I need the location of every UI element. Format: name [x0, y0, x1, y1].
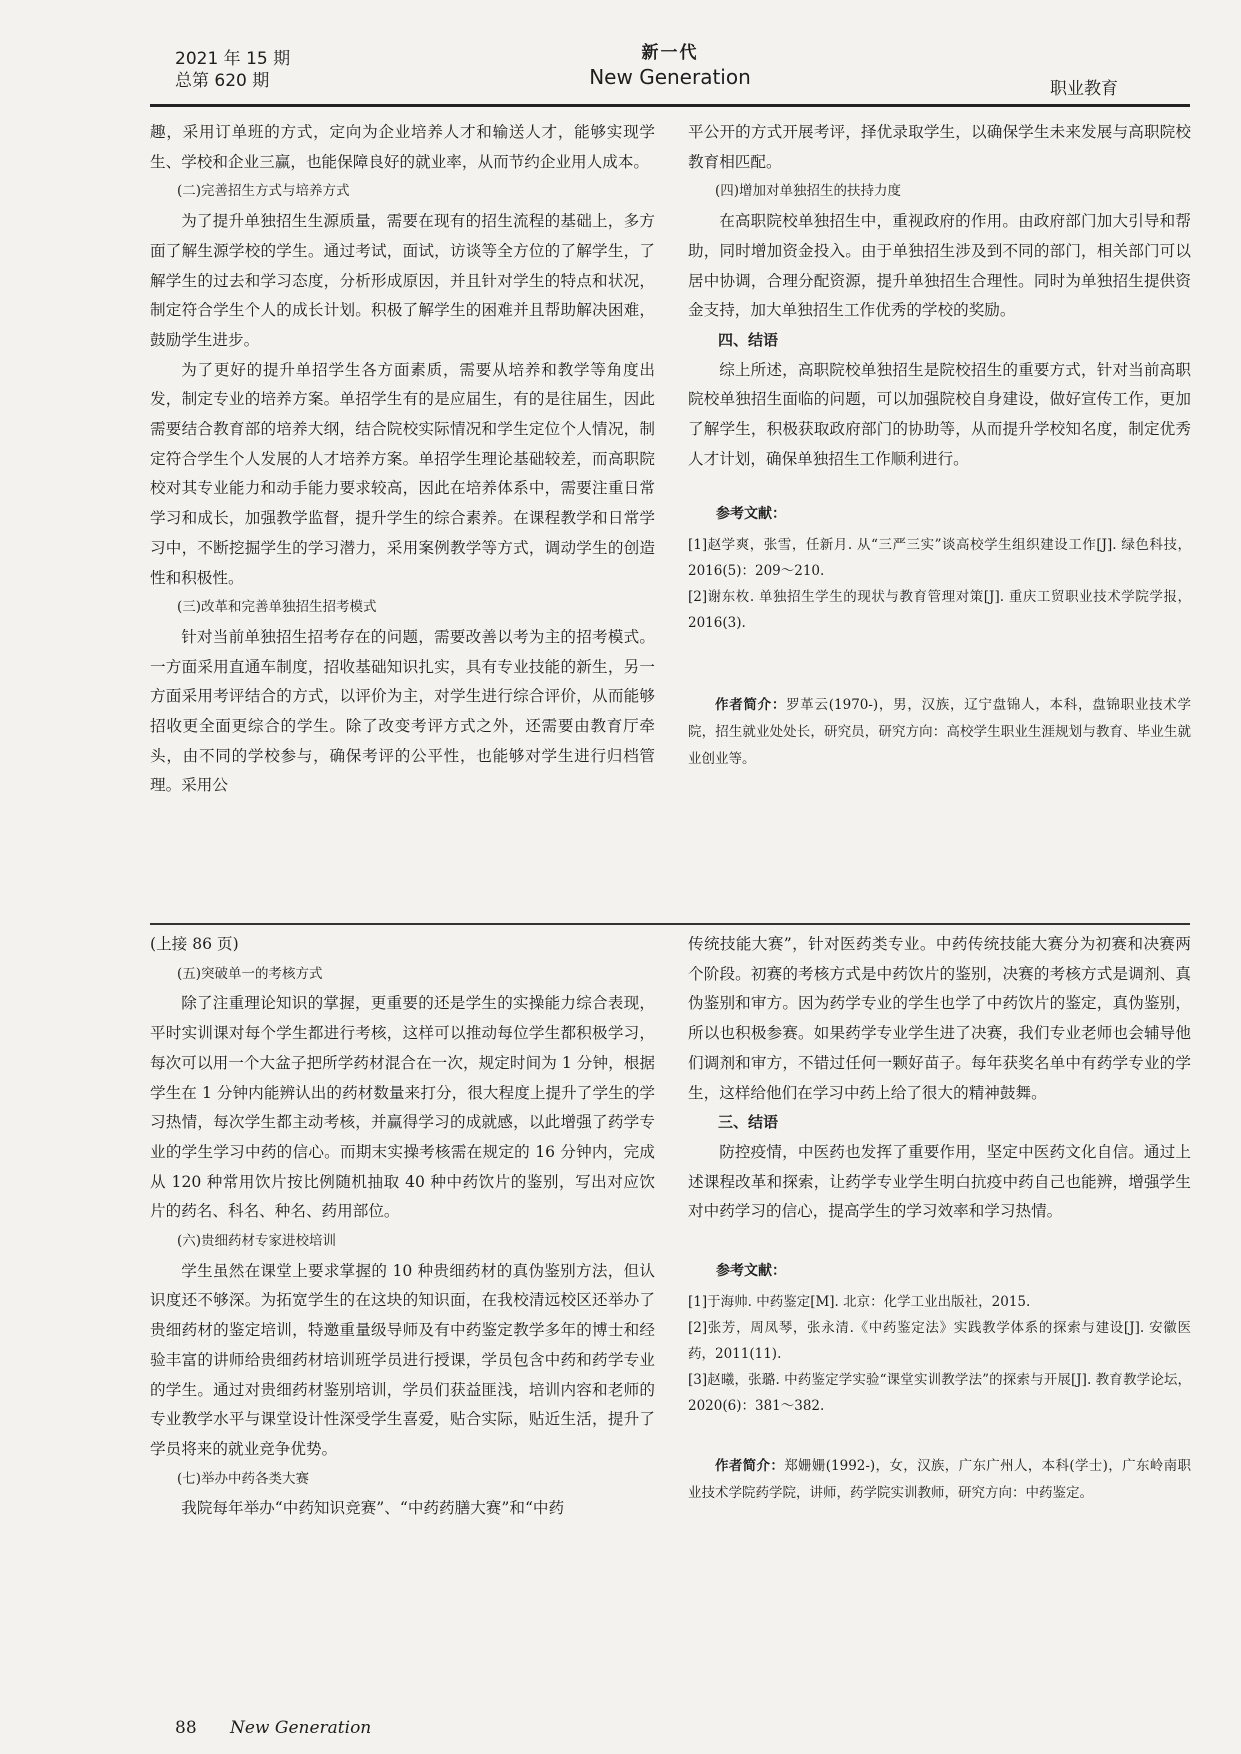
- paragraph: 综上所述，高职院校单独招生是院校招生的重要方式，针对当前高职院校单独招生面临的问题，可以加强院校自身建设，做好宣传工作，更加了解学生，积极获取政府部门的协助等，从而提升学校知名度，制定优秀人才计划，确保单独招生工作顺利进行。: [688, 360, 1191, 468]
- paragraph: 我院每年举办“中药知识竞赛”、“中药药膳大赛”和“中药: [181, 1499, 565, 1518]
- issue-total: 总第 620 期: [175, 71, 270, 91]
- page-number: 88: [175, 1718, 197, 1738]
- paragraph: 为了提升单独招生生源质量，需要在现有的招生流程的基础上，多方面了解生源学校的学生。通过考试，面试，访谈等全方位的了解学生，了解学生的过去和学习态度，分析形成原因，并且针对学生的特点和状况，制定符合学生个人的成长计划。积极了解学生的困难并且帮助解决困难，鼓励学生进步。: [150, 212, 655, 349]
- reference-item: [2]谢东枚. 单独招生学生的现状与教育管理对策[J]. 重庆工贸职业技术学院学报，2016(3).: [688, 589, 1191, 632]
- article-divider: [150, 923, 1190, 925]
- references-heading: 参考文献：: [716, 1263, 786, 1280]
- author-label: 作者简介：: [715, 1457, 785, 1474]
- author-text: 罗革云(1970-)，男，汉族，辽宁盘锦人，本科，盘锦职业技术学院，招生就业处处长，研究员，研究方向：高校学生职业生涯规划与教育、毕业生就业创业等。: [688, 697, 1192, 768]
- continued-note: (上接 86 页): [150, 935, 239, 953]
- author-bio: [688, 1453, 1191, 1507]
- author-label: 作者简介：: [715, 697, 787, 714]
- reference-item: [3]赵曦，张璐. 中药鉴定学实验“课堂实训教学法”的探索与开展[J]. 教育教学论坛，2020(6)：381～382.: [688, 1371, 1191, 1414]
- journal-title-cn: 新一代: [641, 43, 699, 63]
- subheading: (四)增加对单独招生的扶持力度: [715, 183, 902, 200]
- article-2-left-column: [150, 930, 655, 1524]
- subheading: (五)突破单一的考核方式: [177, 965, 323, 982]
- article-2-right-column: [688, 930, 1191, 1507]
- issue-info: [175, 48, 290, 92]
- reference-item: [1]赵学爽，张雪，任新月. 从“三严三实”谈高校学生组织建设工作[J]. 绿色科技，2016(5)：209～210.: [688, 537, 1191, 580]
- paragraph: 趣，采用订单班的方式，定向为企业培养人才和输送人才，能够实现学生、学校和企业三赢，也能保障良好的就业率，从而节约企业用人成本。: [150, 123, 655, 171]
- subheading: (二)完善招生方式与培养方式: [177, 183, 350, 200]
- paragraph: 在高职院校单独招生中，重视政府的作用。由政府部门加大引导和帮助，同时增加资金投入。由于单独招生涉及到不同的部门，相关部门可以居中协调，合理分配资源，提升单独招生合理性。同时为单独招生提供资金支持，加大单独招生工作优秀的学校的奖励。: [688, 212, 1191, 320]
- paragraph: 传统技能大赛”，针对医药类专业。中药传统技能大赛分为初赛和决赛两个阶段。初赛的考核方式是中药饮片的鉴别，决赛的考核方式是调剂、真伪鉴别和审方。因为药学专业的学生也学了中药饮片的鉴定，真伪鉴别，所以也积极参赛。如果药学专业学生进了决赛，我们专业老师也会辅导他们调剂和审方，不错过任何一颗好苗子。每年获奖名单中有药学专业的学生，这样给他们在学习中药上给了很大的精神鼓舞。: [688, 935, 1191, 1102]
- journal-title-en: New Generation: [589, 65, 751, 89]
- subheading: (三)改革和完善单独招生招考模式: [177, 599, 377, 616]
- reference-item: [2]张芳，周凤琴，张永清.《中药鉴定法》实践教学体系的探索与建设[J]. 安徽医药，2011(11).: [688, 1319, 1191, 1362]
- subheading: (七)举办中药各类大赛: [177, 1470, 310, 1487]
- paragraph: 除了注重理论知识的掌握，更重要的还是学生的实操能力综合表现，平时实训课对每个学生都进行考核，这样可以推动每位学生都积极学习，每次可以用一个大盆子把所学药材混合在一次，规定时间为 1 分钟，根据学生在 1 分钟内能辨认出的药材数量来打分，很大程度上提升了学生的学习热情，每次学生都主动考核，并赢得学习的成就感，以此增强了药学专业的学生学习中药的信心。而期末实操考核需在规定的 16 分钟内，完成从 120 种常用饮片按比例随机抽取 40 种中药饮片的鉴别，写出对应饮片的药名、科名、种名、药用部位。: [150, 994, 655, 1221]
- paragraph: 学生虽然在课堂上要求掌握的 10 种贵细药材的真伪鉴别方法，但认识度还不够深。为拓宽学生的在这块的知识面，在我校清远校区还举办了贵细药材的鉴定培训，特邀重量级导师及有中药鉴定教学多年的博士和经验丰富的讲师给贵细药材培训班学员进行授课，学员包含中药和药学专业的学生。通过对贵细药材鉴别培训，学员们获益匪浅，培训内容和老师的专业教学水平与课堂设计性深受学生喜爱，贴合实际，贴近生活，提升了学员将来的就业竞争优势。: [150, 1261, 655, 1458]
- paragraph: 针对当前单独招生招考存在的问题，需要改善以考为主的招考模式。一方面采用直通车制度，招收基础知识扎实，具有专业技能的新生，另一方面采用考评结合的方式，以评价为主，对学生进行综合评价，从而能够招收更全面更综合的学生。除了改变考评方式之外，还需要由教育厅牵头，由不同的学校参与，确保考评的公平性，也能够对学生进行归档管理。采用公: [150, 627, 655, 795]
- paragraph: 防控疫情，中医药也发挥了重要作用，坚定中医药文化自信。通过上述课程改革和探索，让药学专业学生明白抗疫中药自己也能辨，增强学生对中药学习的信心，提高学生的学习效率和学习热情。: [688, 1142, 1191, 1221]
- references-heading: 参考文献：: [716, 506, 786, 523]
- author-bio: [688, 692, 1191, 773]
- journal-title: [520, 42, 820, 90]
- subheading: (六)贵细药材专家进校培训: [177, 1233, 337, 1250]
- reference-item: [1]于海帅. 中药鉴定[M]. 北京：化学工业出版社，2015.: [688, 1293, 1031, 1310]
- paragraph: 为了更好的提升单招学生各方面素质，需要从培养和教学等角度出发，制定专业的培养方案。单招学生有的是应届生，有的是往届生，因此需要结合教育部的培养大纲，结合院校实际情况和学生定位个人情况，制定符合学生个人发展的人才培养方案。单招学生理论基础较差，而高职院校对其专业能力和动手能力要求较高，因此在培养体系中，需要注重日常学习和成长，加强教学监督，提升学生的综合素养。在课程教学和日常学习中，不断挖掘学生的学习潜力，采用案例教学等方式，调动学生的创造性和积极性。: [150, 360, 655, 587]
- section-heading: 四、结语: [718, 330, 779, 349]
- header-rule: [150, 104, 1190, 107]
- article-1-right-column: [688, 118, 1191, 773]
- section-label: 职业教育: [1050, 79, 1118, 99]
- footer-journal-name: New Generation: [230, 1718, 372, 1738]
- issue-number: 2021 年 15 期: [175, 49, 291, 69]
- article-1-left-column: [150, 118, 655, 801]
- section-heading: 三、结语: [718, 1113, 779, 1132]
- author-text: 郑姗姗(1992-)，女，汉族，广东广州人，本科(学士)，广东岭南职业技术学院药学院，讲师，药学院实训教师，研究方向：中药鉴定。: [688, 1457, 1191, 1501]
- paragraph: 平公开的方式开展考评，择优录取学生，以确保学生未来发展与高职院校教育相匹配。: [688, 123, 1191, 171]
